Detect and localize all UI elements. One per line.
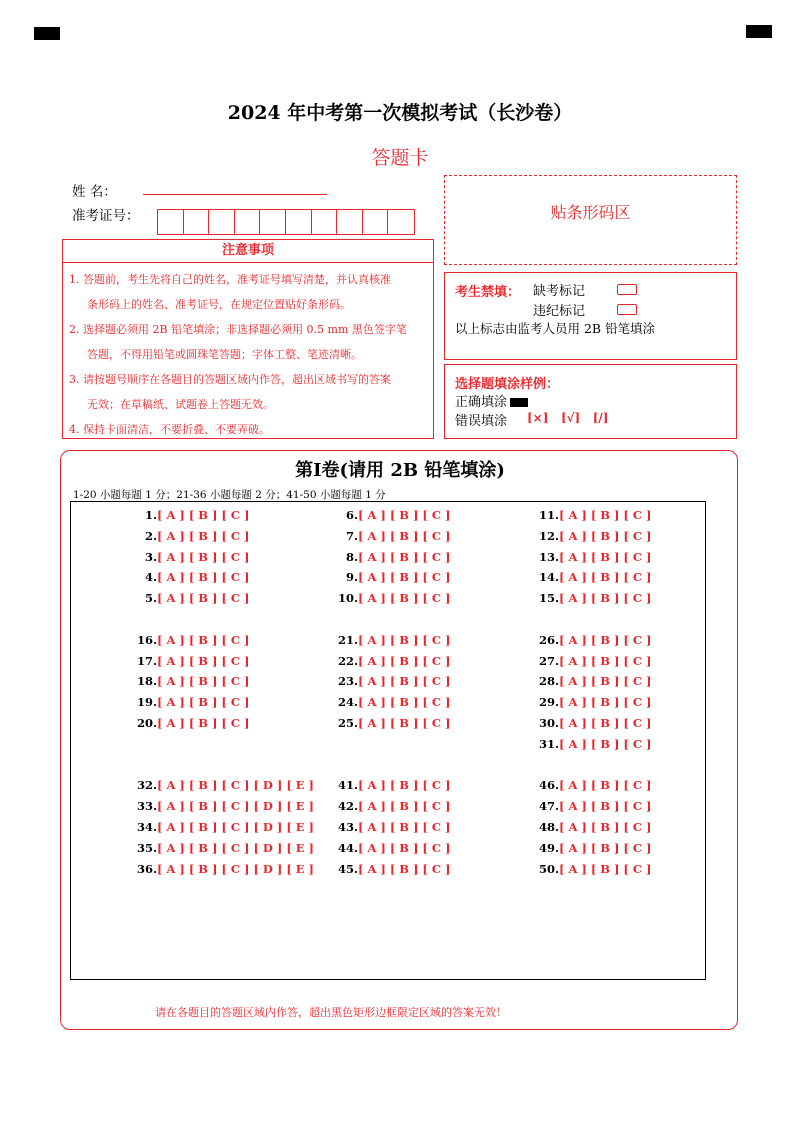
question-item: [338, 778, 451, 792]
question-number: 1.: [144, 508, 157, 522]
question-item: [137, 695, 250, 709]
answer-options[interactable]: [ A ] [ B ] [ C ]: [559, 508, 652, 522]
question-item: [539, 799, 652, 813]
exam-id-digit-box[interactable]: [337, 210, 363, 234]
answer-options[interactable]: [ A ] [ B ] [ C ]: [559, 840, 652, 855]
registration-marker-right: [746, 25, 772, 38]
question-item: [346, 529, 451, 543]
question-item: [338, 841, 451, 855]
answer-options[interactable]: [ A ] [ B ] [ C ] [ D ] [ E ]: [157, 778, 314, 793]
question-item: [539, 591, 652, 605]
question-item: [145, 508, 250, 522]
answer-options[interactable]: [ A ] [ B ] [ C ]: [358, 674, 451, 689]
answer-options[interactable]: [ A ] [ B ] [ C ]: [157, 653, 250, 668]
answer-options[interactable]: [ A ] [ B ] [ C ]: [358, 861, 451, 876]
correct-fill-row: [455, 391, 528, 410]
wrong-fill-samples: [×] [√] [/]: [527, 411, 609, 425]
question-item: [137, 841, 314, 855]
fill-example-title: 选择题填涂样例：: [455, 377, 560, 392]
answer-options[interactable]: [ A ] [ B ] [ C ] [ D ] [ E ]: [157, 820, 314, 834]
question-item: [539, 820, 652, 834]
proctor-only-box: [444, 272, 737, 360]
answer-options[interactable]: [ A ] [ B ] [ C ]: [157, 508, 250, 522]
wrong-fill-label: 错误填涂: [455, 414, 508, 429]
question-item: [137, 778, 314, 792]
answer-options[interactable]: [ A ] [ B ] [ C ]: [358, 653, 451, 668]
correct-fill-label: 正确填涂: [455, 395, 508, 410]
question-number: 32.: [136, 778, 157, 793]
notice-item-3-line1: 3. 请按题号顺序在各题目的答题区域内作答，超出区域书写的答案: [69, 373, 391, 386]
barcode-area: [444, 175, 737, 265]
question-number: 23.: [337, 674, 358, 689]
notice-item-1-line1: 1. 答题前，考生先将自己的姓名，准考证号填写清楚，并认真核准: [69, 273, 391, 286]
exam-id-boxes[interactable]: [157, 209, 415, 235]
question-number: 20.: [136, 716, 157, 730]
answer-options[interactable]: [ A ] [ B ] [ C ]: [157, 570, 250, 585]
answer-options[interactable]: [ A ] [ B ] [ C ]: [358, 570, 451, 585]
registration-marker-left: [34, 27, 60, 40]
question-number: 4.: [144, 570, 157, 585]
notice-item-4-line1: 4. 保持卡面清洁，不要折叠、不要弄破。: [69, 423, 270, 436]
answer-options[interactable]: [ A ] [ B ] [ C ]: [358, 591, 451, 606]
question-number: 8.: [345, 549, 358, 564]
question-number: 34.: [136, 820, 157, 834]
footer-warning: 请在各题目的答题区域内作答，超出黑色矩形边框限定区域的答案无效！: [155, 1006, 507, 1019]
question-item: [137, 633, 250, 647]
question-number: 21.: [337, 632, 358, 647]
notice-item-3-line2: 无效；在草稿纸、试题卷上答题无效。: [87, 398, 274, 411]
question-number: 50.: [538, 861, 559, 876]
answer-options[interactable]: [ A ] [ B ] [ C ]: [559, 799, 652, 814]
question-number: 9.: [345, 570, 358, 585]
question-item: [346, 570, 451, 584]
question-number: 5.: [144, 591, 157, 606]
question-item: [539, 695, 652, 709]
question-item: [338, 716, 451, 730]
question-item: [137, 674, 250, 688]
answer-options[interactable]: [ A ] [ B ] [ C ]: [559, 674, 652, 689]
question-item: [539, 862, 652, 876]
exam-id-digit-box[interactable]: [209, 210, 235, 234]
question-number: 29.: [538, 695, 559, 710]
question-number: 46.: [538, 778, 559, 793]
answer-options[interactable]: [ A ] [ B ] [ C ]: [559, 695, 652, 710]
exam-id-digit-box[interactable]: [260, 210, 286, 234]
absent-label: 缺考标记: [533, 284, 586, 299]
question-item: [539, 633, 652, 647]
question-item: [338, 591, 451, 605]
question-number: 35.: [136, 840, 157, 855]
question-number: 11.: [538, 508, 559, 522]
answer-options[interactable]: [ A ] [ B ] [ C ]: [358, 695, 451, 710]
question-number: 19.: [136, 695, 157, 710]
answer-options[interactable]: [ A ] [ B ] [ C ]: [358, 528, 451, 543]
answer-options[interactable]: [ A ] [ B ] [ C ]: [559, 861, 652, 876]
exam-id-digit-box[interactable]: [363, 210, 389, 234]
correct-fill-sample: [510, 398, 528, 407]
section-one-title: 第Ⅰ卷(请用 2B 铅笔填涂): [295, 460, 505, 481]
question-number: 2.: [144, 528, 157, 543]
proctor-note: 以上标志由监考人员用 2B 铅笔填涂: [455, 321, 656, 336]
question-number: 17.: [136, 653, 157, 668]
question-number: 6.: [345, 508, 358, 522]
name-label: 姓 名：: [72, 184, 117, 200]
question-item: [539, 778, 652, 792]
question-item: [137, 799, 314, 813]
exam-id-label: 准考证号：: [72, 208, 140, 224]
question-item: [539, 550, 652, 564]
question-number: 47.: [538, 799, 559, 814]
answer-options[interactable]: [ A ] [ B ] [ C ]: [358, 799, 451, 814]
question-number: 45.: [337, 861, 358, 876]
question-item: [137, 716, 250, 730]
notice-item-2-line1: 2. 选择题必须用 2B 铅笔填涂；非选择题必须用 0.5 mm 黑色签字笔: [69, 323, 407, 336]
exam-id-digit-box[interactable]: [312, 210, 338, 234]
question-item: [137, 654, 250, 668]
question-number: 36.: [136, 861, 157, 876]
question-item: [338, 862, 451, 876]
notice-item-2-line2: 答题，不得用铅笔或圆珠笔答题；字体工整、笔迹清晰。: [87, 348, 362, 361]
answer-options[interactable]: [ A ] [ B ] [ C ]: [358, 820, 451, 834]
question-number: 24.: [337, 695, 358, 710]
proctor-only-title: 考生禁填：: [455, 285, 521, 300]
scoring-rules: 1-20 小题每题 1 分；21-36 小题每题 2 分；41-50 小题每题 1 分: [73, 489, 386, 501]
question-number: 48.: [538, 820, 559, 834]
answer-options[interactable]: [ A ] [ B ] [ C ]: [157, 695, 250, 710]
question-number: 49.: [538, 840, 559, 855]
notice-body: [62, 263, 434, 439]
question-item: [145, 570, 250, 584]
question-number: 26.: [538, 632, 559, 647]
answer-options[interactable]: [ A ] [ B ] [ C ]: [559, 549, 652, 564]
question-item: [539, 737, 652, 751]
name-field[interactable]: [143, 194, 327, 195]
question-number: 42.: [337, 799, 358, 814]
question-item: [338, 674, 451, 688]
question-number: 30.: [538, 716, 559, 730]
question-item: [338, 633, 451, 647]
answer-options[interactable]: [ A ] [ B ] [ C ]: [559, 591, 652, 606]
answer-options[interactable]: [ A ] [ B ] [ C ]: [157, 528, 250, 543]
question-item: [539, 529, 652, 543]
question-number: 14.: [538, 570, 559, 585]
question-number: 33.: [136, 799, 157, 814]
question-item: [145, 550, 250, 564]
question-number: 41.: [337, 778, 358, 793]
answer-options[interactable]: [ A ] [ B ] [ C ]: [559, 632, 652, 647]
answer-options[interactable]: [ A ] [ B ] [ C ]: [559, 820, 652, 834]
answer-options[interactable]: [ A ] [ B ] [ C ]: [157, 549, 250, 564]
question-number: 44.: [337, 840, 358, 855]
question-item: [539, 841, 652, 855]
exam-id-digit-box[interactable]: [184, 210, 210, 234]
answer-options[interactable]: [ A ] [ B ] [ C ]: [358, 549, 451, 564]
question-number: 18.: [136, 674, 157, 689]
question-item: [145, 591, 250, 605]
question-item: [539, 508, 652, 522]
question-item: [137, 820, 314, 834]
answer-options[interactable]: [ A ] [ B ] [ C ]: [358, 840, 451, 855]
answer-options[interactable]: [ A ] [ B ] [ C ]: [559, 528, 652, 543]
question-item: [137, 862, 314, 876]
answer-options[interactable]: [ A ] [ B ] [ C ]: [559, 570, 652, 585]
answer-options[interactable]: [ A ] [ B ] [ C ]: [157, 591, 250, 606]
violation-mark-box[interactable]: [617, 304, 637, 315]
page-title: 2024 年中考第一次模拟考试（长沙卷）: [227, 102, 573, 124]
question-item: [145, 529, 250, 543]
exam-id-digit-box[interactable]: [286, 210, 312, 234]
answer-options[interactable]: [ A ] [ B ] [ C ] [ D ] [ E ]: [157, 840, 314, 855]
answer-options[interactable]: [ A ] [ B ] [ C ]: [157, 674, 250, 689]
answer-options[interactable]: [ A ] [ B ] [ C ]: [157, 716, 250, 730]
question-number: 31.: [538, 736, 559, 751]
exam-id-digit-box[interactable]: [235, 210, 261, 234]
answer-options[interactable]: [ A ] [ B ] [ C ]: [559, 778, 652, 793]
question-item: [346, 508, 451, 522]
question-number: 3.: [144, 549, 157, 564]
exam-id-digit-box[interactable]: [388, 210, 414, 234]
answer-options[interactable]: [ A ] [ B ] [ C ]: [358, 716, 451, 730]
question-item: [338, 820, 451, 834]
question-number: 27.: [538, 653, 559, 668]
notice-item-1-line2: 条形码上的姓名、准考证号，在规定位置贴好条形码。: [87, 298, 351, 311]
question-number: 43.: [337, 820, 358, 834]
answer-options[interactable]: [ A ] [ B ] [ C ] [ D ] [ E ]: [157, 799, 314, 814]
question-number: 16.: [136, 632, 157, 647]
question-item: [338, 695, 451, 709]
question-item: [539, 674, 652, 688]
answer-card-subtitle: 答题卡: [371, 147, 429, 169]
answer-options[interactable]: [ A ] [ B ] [ C ]: [559, 653, 652, 668]
exam-id-digit-box[interactable]: [158, 210, 184, 234]
answer-options[interactable]: [ A ] [ B ] [ C ]: [358, 632, 451, 647]
question-item: [539, 570, 652, 584]
question-number: 7.: [345, 528, 358, 543]
question-item: [539, 654, 652, 668]
question-number: 10.: [337, 591, 358, 606]
answer-options[interactable]: [ A ] [ B ] [ C ]: [559, 736, 652, 751]
answer-options[interactable]: [ A ] [ B ] [ C ]: [559, 716, 652, 730]
violation-label: 违纪标记: [533, 304, 586, 319]
barcode-label: 贴条形码区: [550, 203, 631, 222]
question-number: 22.: [337, 653, 358, 668]
answer-options[interactable]: [ A ] [ B ] [ C ] [ D ] [ E ]: [157, 861, 314, 876]
answer-options[interactable]: [ A ] [ B ] [ C ]: [157, 632, 250, 647]
question-number: 15.: [538, 591, 559, 606]
notice-title: 注意事项: [62, 239, 434, 263]
question-number: 28.: [538, 674, 559, 689]
question-number: 13.: [538, 549, 559, 564]
fill-example-box: [444, 364, 737, 439]
question-item: [338, 799, 451, 813]
question-number: 25.: [337, 716, 358, 730]
question-item: [346, 550, 451, 564]
answer-options[interactable]: [ A ] [ B ] [ C ]: [358, 778, 451, 793]
question-item: [539, 716, 652, 730]
absent-mark-box[interactable]: [617, 284, 637, 295]
answer-options[interactable]: [ A ] [ B ] [ C ]: [358, 508, 451, 522]
question-number: 12.: [538, 528, 559, 543]
question-item: [338, 654, 451, 668]
